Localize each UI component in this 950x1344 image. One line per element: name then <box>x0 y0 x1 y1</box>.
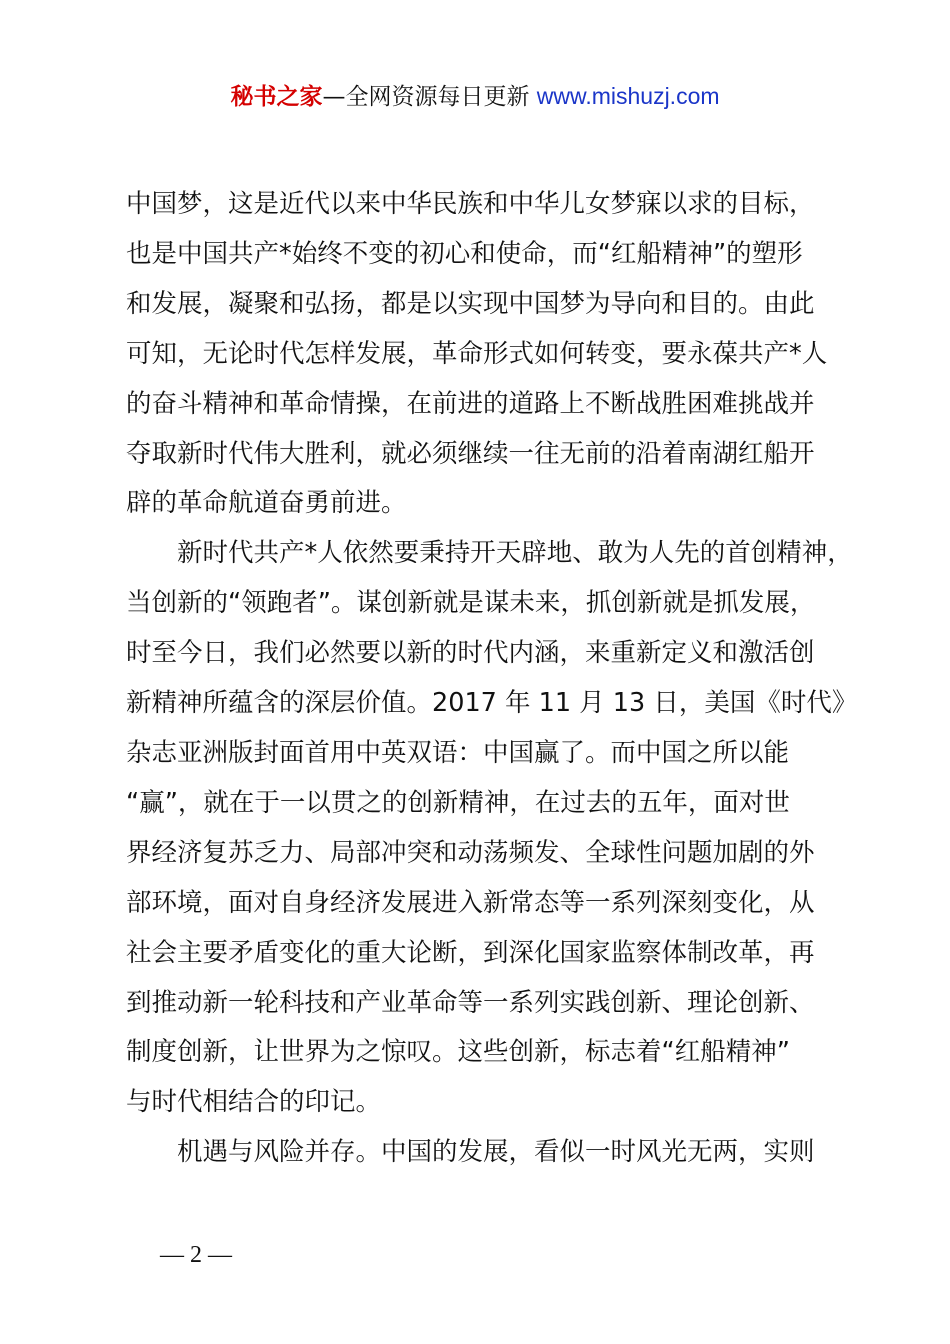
text-line: 时至今日，我们必然要以新的时代内涵，来重新定义和激活创 <box>126 638 815 669</box>
text-line: 可知，无论时代怎样发展，革命形式如何转变，要永葆共产*人 <box>126 338 828 369</box>
text-line: 部环境，面对自身经济发展进入新常态等一系列深刻变化，从 <box>126 887 815 918</box>
text-line: 与时代相结合的印记。 <box>126 1087 382 1118</box>
text-line: 制度创新，让世界为之惊叹。这些创新，标志着“红船精神” <box>126 1037 790 1068</box>
text-line: 也是中国共产*始终不变的初心和使命，而“红船精神”的塑形 <box>126 238 803 269</box>
text-line: 杂志亚洲版封面首用中英双语：中国赢了。而中国之所以能 <box>126 737 790 768</box>
text-line: 当创新的“领跑者”。谋创新就是谋未来，抓创新就是抓发展， <box>126 588 816 619</box>
paragraph-1 <box>126 180 856 529</box>
text-line: 机遇与风险并存。中国的发展，看似一时风光无两，实则 <box>177 1137 815 1168</box>
text-line: 新精神所蕴含的深层价值。2017 年 11 月 13 日，美国《时代》 <box>126 688 858 719</box>
paragraph-3 <box>126 1128 856 1178</box>
paragraph-2 <box>126 529 856 1128</box>
text-line: 中国梦，这是近代以来中华民族和中华儿女梦寐以求的目标， <box>126 189 815 219</box>
page-number: — 2 — <box>160 1242 232 1268</box>
text-line: 的奋斗精神和革命情操，在前进的道路上不断战胜困难挑战并 <box>126 388 815 419</box>
text-line: “赢”，就在于一以贯之的创新精神，在过去的五年，面对世 <box>126 787 790 818</box>
text-line: 界经济复苏乏力、局部冲突和动荡频发、全球性问题加剧的外 <box>126 837 815 868</box>
text-line: 辟的革命航道奋勇前进。 <box>126 488 407 519</box>
site-url[interactable]: www.mishuzj.com <box>536 83 720 109</box>
text-line: 到推动新一轮科技和产业革命等一系列实践创新、理论创新、 <box>126 987 815 1018</box>
text-line: 和发展，凝聚和弘扬，都是以实现中国梦为导向和目的。由此 <box>126 288 815 319</box>
brand-name: 秘书之家 <box>230 84 323 110</box>
text-line: 新时代共产*人依然要秉持开天辟地、敢为人先的首创精神， <box>177 538 853 569</box>
document-body <box>126 180 856 1178</box>
text-line: 夺取新时代伟大胜利，就必须继续一往无前的沿着南湖红船开 <box>126 438 815 469</box>
header-tagline: —全网资源每日更新 <box>322 84 530 110</box>
site-header <box>0 80 950 113</box>
text-line: 社会主要矛盾变化的重大论断，到深化国家监察体制改革，再 <box>126 937 815 968</box>
